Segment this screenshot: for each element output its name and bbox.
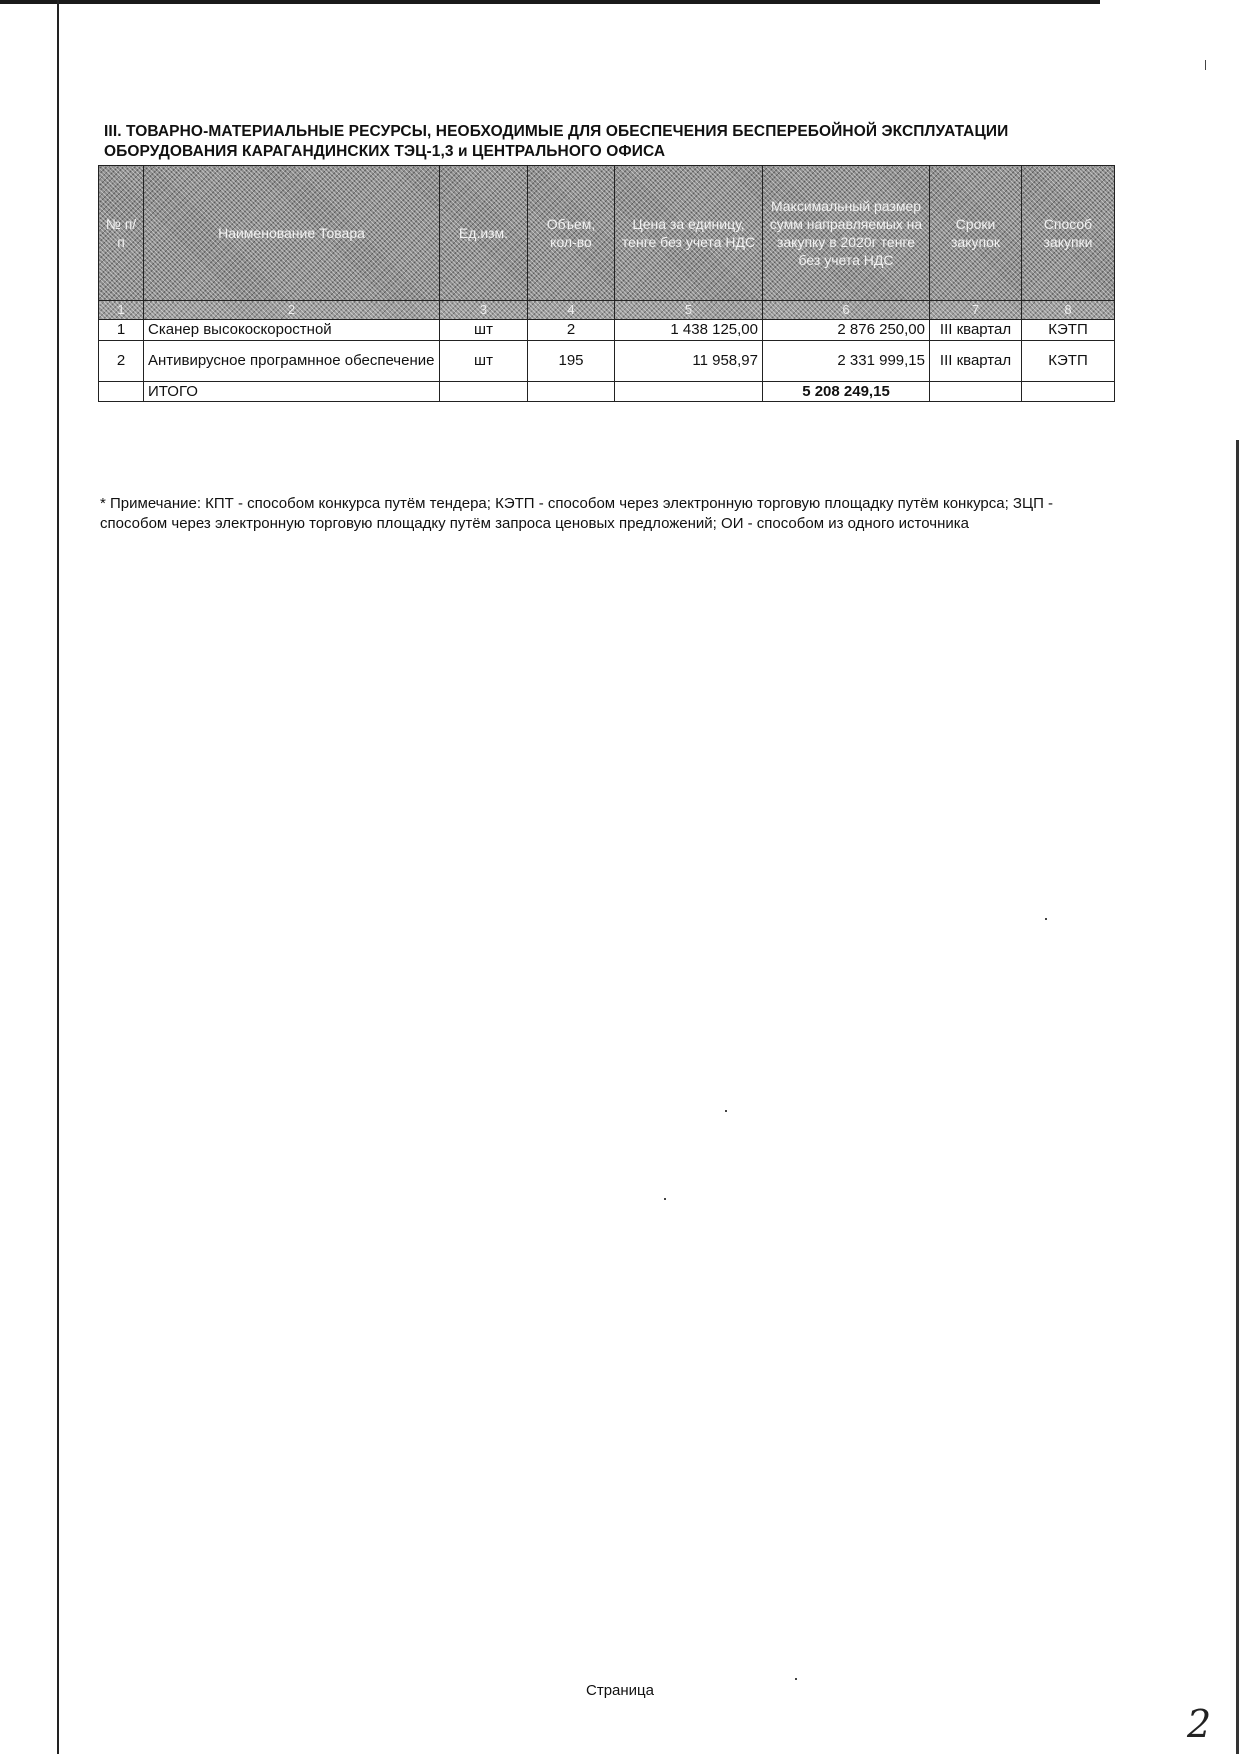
header-method: Способ закупки: [1022, 166, 1115, 301]
row-name: Сканер высокоскоростной: [144, 320, 440, 341]
scan-speck: [1205, 60, 1206, 70]
row-price: 11 958,97: [615, 341, 763, 382]
table-row: [99, 320, 1115, 341]
header-num: № п/п: [99, 166, 144, 301]
scan-speck: [664, 1198, 666, 1200]
row-unit: шт: [440, 341, 528, 382]
row-method: КЭТП: [1022, 320, 1115, 341]
row-num: 2: [99, 341, 144, 382]
goods-table: [98, 165, 1115, 402]
total-label: ИТОГО: [144, 382, 440, 402]
header-price: Цена за единицу, тенге без учета НДС: [615, 166, 763, 301]
total-empty-cell: [440, 382, 528, 402]
row-max-sum: 2 876 250,00: [763, 320, 930, 341]
header-unit: Ед.изм.: [440, 166, 528, 301]
row-method: КЭТП: [1022, 341, 1115, 382]
row-price: 1 438 125,00: [615, 320, 763, 341]
scan-left-edge: [57, 0, 59, 1754]
column-number: 6: [763, 301, 930, 320]
row-unit: шт: [440, 320, 528, 341]
row-qty: 2: [528, 320, 615, 341]
total-empty-cell: [1022, 382, 1115, 402]
column-number: 7: [930, 301, 1022, 320]
total-row: [99, 382, 1115, 402]
total-sum: 5 208 249,15: [763, 382, 930, 402]
header-max-sum: Максимальный размер сумм направляемых на закупку в 2020г тенге без учета НДС: [763, 166, 930, 301]
row-num: 1: [99, 320, 144, 341]
total-empty-cell: [528, 382, 615, 402]
row-name: Антивирусное програмнное обеспечение: [144, 341, 440, 382]
section-heading: [104, 122, 1124, 162]
scan-right-edge: [1236, 440, 1239, 1754]
column-number-row: [99, 301, 1115, 320]
column-number: 8: [1022, 301, 1115, 320]
scan-speck: [725, 1110, 727, 1112]
table-row: [99, 341, 1115, 382]
total-empty-cell: [615, 382, 763, 402]
column-number: 4: [528, 301, 615, 320]
scan-speck: [795, 1678, 797, 1680]
column-number: 3: [440, 301, 528, 320]
row-max-sum: 2 331 999,15: [763, 341, 930, 382]
row-period: III квартал: [930, 341, 1022, 382]
footnote: * Примечание: КПТ - способом конкурса путём тендера; КЭТП - способом через электронную торговую площадку путём конкурса; ЗЦП - способом через электронную торговую площадку путём запроса ценовых предложений; ОИ - способом из одного источника: [100, 495, 1054, 532]
column-number: 2: [144, 301, 440, 320]
section-heading-line1: III. ТОВАРНО-МАТЕРИАЛЬНЫЕ РЕСУРСЫ, НЕОБХОДИМЫЕ ДЛЯ ОБЕСПЕЧЕНИЯ БЕСПЕРЕБОЙНОЙ ЭКСПЛУАТАЦИИ: [104, 123, 1009, 140]
column-number: 1: [99, 301, 144, 320]
header-period: Сроки закупок: [930, 166, 1022, 301]
row-qty: 195: [528, 341, 615, 382]
scan-top-border: [0, 0, 1100, 4]
table-header-row: [99, 166, 1115, 301]
total-empty-cell: [99, 382, 144, 402]
header-name: Наименование Товара: [144, 166, 440, 301]
scan-speck: [1045, 918, 1047, 920]
row-period: III квартал: [930, 320, 1022, 341]
header-qty: Объем, кол-во: [528, 166, 615, 301]
total-empty-cell: [930, 382, 1022, 402]
handwritten-page-number: 2: [1187, 1702, 1212, 1746]
section-heading-line2: ОБОРУДОВАНИЯ КАРАГАНДИНСКИХ ТЭЦ-1,3 и ЦЕНТРАЛЬНОГО ОФИСА: [104, 143, 666, 160]
page-footer-label: Страница: [586, 1682, 654, 1699]
column-number: 5: [615, 301, 763, 320]
